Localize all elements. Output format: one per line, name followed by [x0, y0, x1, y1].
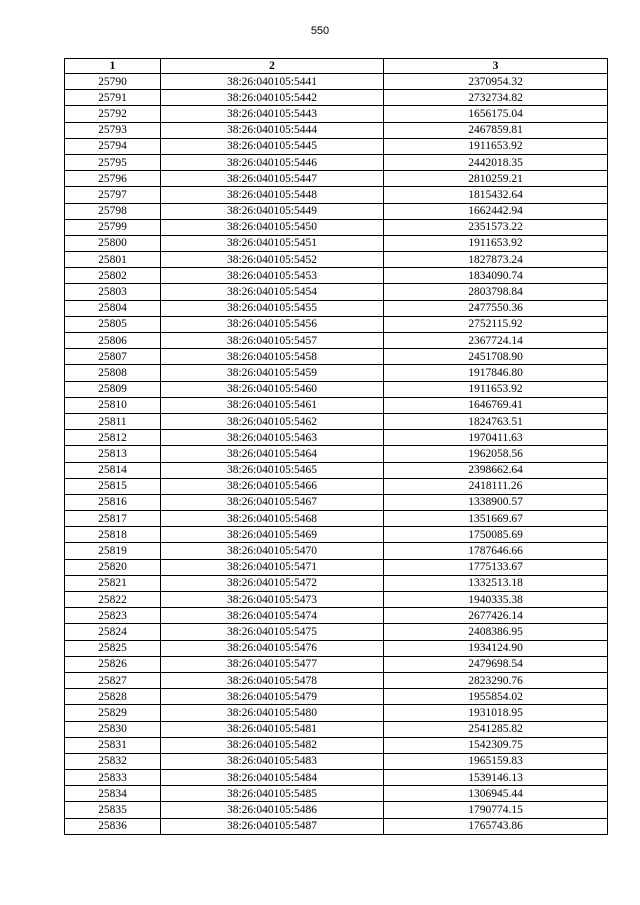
table-row [65, 672, 608, 688]
value-cell: 1965159.83 [384, 753, 608, 769]
table-row [65, 90, 608, 106]
column-header-3: 3 [384, 59, 608, 74]
cadastral-number-cell: 38:26:040105:5456 [161, 316, 384, 332]
cadastral-number-cell: 38:26:040105:5447 [161, 171, 384, 187]
row-number-cell: 25793 [65, 122, 161, 138]
cadastral-number-cell: 38:26:040105:5477 [161, 656, 384, 672]
table-row [65, 106, 608, 122]
table-header-row [65, 59, 608, 74]
table-row [65, 187, 608, 203]
value-cell: 2451708.90 [384, 349, 608, 365]
value-cell: 1787646.66 [384, 543, 608, 559]
table-row [65, 624, 608, 640]
table-row [65, 154, 608, 170]
row-number-cell: 25818 [65, 527, 161, 543]
row-number-cell: 25813 [65, 446, 161, 462]
table-row [65, 268, 608, 284]
table-row [65, 365, 608, 381]
row-number-cell: 25797 [65, 187, 161, 203]
table-row [65, 462, 608, 478]
table-row [65, 527, 608, 543]
table-row [65, 656, 608, 672]
cadastral-number-cell: 38:26:040105:5445 [161, 138, 384, 154]
row-number-cell: 25828 [65, 689, 161, 705]
value-cell: 2370954.32 [384, 74, 608, 90]
value-cell: 1911653.92 [384, 138, 608, 154]
value-cell: 1306945.44 [384, 786, 608, 802]
row-number-cell: 25836 [65, 818, 161, 834]
value-cell: 2367724.14 [384, 333, 608, 349]
table-row [65, 705, 608, 721]
cadastral-number-cell: 38:26:040105:5443 [161, 106, 384, 122]
table-row [65, 333, 608, 349]
value-cell: 1656175.04 [384, 106, 608, 122]
cadastral-number-cell: 38:26:040105:5461 [161, 397, 384, 413]
row-number-cell: 25808 [65, 365, 161, 381]
row-number-cell: 25791 [65, 90, 161, 106]
row-number-cell: 25810 [65, 397, 161, 413]
value-cell: 1646769.41 [384, 397, 608, 413]
row-number-cell: 25790 [65, 74, 161, 90]
row-number-cell: 25803 [65, 284, 161, 300]
cadastral-number-cell: 38:26:040105:5444 [161, 122, 384, 138]
table-row [65, 122, 608, 138]
cadastral-number-cell: 38:26:040105:5469 [161, 527, 384, 543]
row-number-cell: 25833 [65, 770, 161, 786]
table-row [65, 494, 608, 510]
row-number-cell: 25829 [65, 705, 161, 721]
value-cell: 1934124.90 [384, 640, 608, 656]
value-cell: 1970411.63 [384, 430, 608, 446]
row-number-cell: 25799 [65, 219, 161, 235]
value-cell: 2677426.14 [384, 608, 608, 624]
cadastral-number-cell: 38:26:040105:5451 [161, 235, 384, 251]
cadastral-number-cell: 38:26:040105:5455 [161, 300, 384, 316]
cadastral-number-cell: 38:26:040105:5460 [161, 381, 384, 397]
row-number-cell: 25801 [65, 252, 161, 268]
value-cell: 1827873.24 [384, 252, 608, 268]
table-row [65, 640, 608, 656]
table-row [65, 235, 608, 251]
value-cell: 1775133.67 [384, 559, 608, 575]
value-cell: 1332513.18 [384, 575, 608, 591]
row-number-cell: 25807 [65, 349, 161, 365]
value-cell: 2467859.81 [384, 122, 608, 138]
table-row [65, 478, 608, 494]
row-number-cell: 25795 [65, 154, 161, 170]
table-row [65, 381, 608, 397]
cadastral-number-cell: 38:26:040105:5464 [161, 446, 384, 462]
value-cell: 1955854.02 [384, 689, 608, 705]
value-cell: 1940335.38 [384, 592, 608, 608]
row-number-cell: 25802 [65, 268, 161, 284]
value-cell: 2351573.22 [384, 219, 608, 235]
row-number-cell: 25806 [65, 333, 161, 349]
table-row [65, 284, 608, 300]
cadastral-number-cell: 38:26:040105:5478 [161, 672, 384, 688]
value-cell: 1962058.56 [384, 446, 608, 462]
table-row [65, 171, 608, 187]
cadastral-number-cell: 38:26:040105:5442 [161, 90, 384, 106]
table-row [65, 737, 608, 753]
cadastral-number-cell: 38:26:040105:5446 [161, 154, 384, 170]
row-number-cell: 25823 [65, 608, 161, 624]
cadastral-number-cell: 38:26:040105:5482 [161, 737, 384, 753]
value-cell: 2442018.35 [384, 154, 608, 170]
value-cell: 1765743.86 [384, 818, 608, 834]
table-row [65, 689, 608, 705]
cadastral-number-cell: 38:26:040105:5471 [161, 559, 384, 575]
value-cell: 2477550.36 [384, 300, 608, 316]
cadastral-number-cell: 38:26:040105:5487 [161, 818, 384, 834]
cadastral-number-cell: 38:26:040105:5479 [161, 689, 384, 705]
row-number-cell: 25798 [65, 203, 161, 219]
table-row [65, 300, 608, 316]
column-header-2: 2 [161, 59, 384, 74]
value-cell: 1824763.51 [384, 413, 608, 429]
row-number-cell: 25817 [65, 511, 161, 527]
cadastral-number-cell: 38:26:040105:5458 [161, 349, 384, 365]
value-cell: 2408386.95 [384, 624, 608, 640]
value-cell: 1834090.74 [384, 268, 608, 284]
cadastral-number-cell: 38:26:040105:5476 [161, 640, 384, 656]
table-row [65, 349, 608, 365]
cadastral-number-cell: 38:26:040105:5452 [161, 252, 384, 268]
value-cell: 2803798.84 [384, 284, 608, 300]
value-cell: 1338900.57 [384, 494, 608, 510]
table-row [65, 818, 608, 834]
value-cell: 2810259.21 [384, 171, 608, 187]
page-number: 550 [310, 25, 330, 37]
value-cell: 1931018.95 [384, 705, 608, 721]
row-number-cell: 25794 [65, 138, 161, 154]
row-number-cell: 25821 [65, 575, 161, 591]
cadastral-number-cell: 38:26:040105:5472 [161, 575, 384, 591]
table-row [65, 608, 608, 624]
cadastral-number-cell: 38:26:040105:5473 [161, 592, 384, 608]
data-table [64, 58, 608, 835]
table-row [65, 559, 608, 575]
row-number-cell: 25819 [65, 543, 161, 559]
table-row [65, 430, 608, 446]
table-row [65, 721, 608, 737]
row-number-cell: 25792 [65, 106, 161, 122]
table-row [65, 219, 608, 235]
table-row [65, 592, 608, 608]
value-cell: 2418111.26 [384, 478, 608, 494]
value-cell: 2732734.82 [384, 90, 608, 106]
table-row [65, 203, 608, 219]
cadastral-number-cell: 38:26:040105:5467 [161, 494, 384, 510]
row-number-cell: 25834 [65, 786, 161, 802]
cadastral-number-cell: 38:26:040105:5475 [161, 624, 384, 640]
table-row [65, 446, 608, 462]
row-number-cell: 25816 [65, 494, 161, 510]
cadastral-number-cell: 38:26:040105:5449 [161, 203, 384, 219]
cadastral-number-cell: 38:26:040105:5466 [161, 478, 384, 494]
cadastral-number-cell: 38:26:040105:5484 [161, 770, 384, 786]
cadastral-number-cell: 38:26:040105:5481 [161, 721, 384, 737]
value-cell: 1911653.92 [384, 235, 608, 251]
table-body [65, 74, 608, 835]
table-row [65, 316, 608, 332]
row-number-cell: 25822 [65, 592, 161, 608]
table-row [65, 74, 608, 90]
row-number-cell: 25796 [65, 171, 161, 187]
value-cell: 2398662.64 [384, 462, 608, 478]
value-cell: 1750085.69 [384, 527, 608, 543]
value-cell: 2541285.82 [384, 721, 608, 737]
row-number-cell: 25811 [65, 413, 161, 429]
cadastral-number-cell: 38:26:040105:5470 [161, 543, 384, 559]
table-row [65, 543, 608, 559]
table-row [65, 753, 608, 769]
cadastral-number-cell: 38:26:040105:5468 [161, 511, 384, 527]
cadastral-number-cell: 38:26:040105:5483 [161, 753, 384, 769]
row-number-cell: 25832 [65, 753, 161, 769]
row-number-cell: 25814 [65, 462, 161, 478]
value-cell: 2823290.76 [384, 672, 608, 688]
table-row [65, 575, 608, 591]
row-number-cell: 25825 [65, 640, 161, 656]
cadastral-number-cell: 38:26:040105:5480 [161, 705, 384, 721]
row-number-cell: 25827 [65, 672, 161, 688]
value-cell: 1351669.67 [384, 511, 608, 527]
cadastral-number-cell: 38:26:040105:5465 [161, 462, 384, 478]
cadastral-number-cell: 38:26:040105:5454 [161, 284, 384, 300]
row-number-cell: 25804 [65, 300, 161, 316]
row-number-cell: 25826 [65, 656, 161, 672]
row-number-cell: 25800 [65, 235, 161, 251]
cadastral-number-cell: 38:26:040105:5441 [161, 74, 384, 90]
cadastral-number-cell: 38:26:040105:5485 [161, 786, 384, 802]
cadastral-number-cell: 38:26:040105:5450 [161, 219, 384, 235]
cadastral-number-cell: 38:26:040105:5453 [161, 268, 384, 284]
row-number-cell: 25805 [65, 316, 161, 332]
row-number-cell: 25820 [65, 559, 161, 575]
table-row [65, 770, 608, 786]
row-number-cell: 25830 [65, 721, 161, 737]
value-cell: 2479698.54 [384, 656, 608, 672]
cadastral-number-cell: 38:26:040105:5448 [161, 187, 384, 203]
value-cell: 1911653.92 [384, 381, 608, 397]
cadastral-number-cell: 38:26:040105:5462 [161, 413, 384, 429]
row-number-cell: 25809 [65, 381, 161, 397]
row-number-cell: 25835 [65, 802, 161, 818]
value-cell: 1790774.15 [384, 802, 608, 818]
table-row [65, 413, 608, 429]
value-cell: 1539146.13 [384, 770, 608, 786]
cadastral-number-cell: 38:26:040105:5459 [161, 365, 384, 381]
value-cell: 1542309.75 [384, 737, 608, 753]
value-cell: 1662442.94 [384, 203, 608, 219]
table-row [65, 786, 608, 802]
table-row [65, 802, 608, 818]
row-number-cell: 25831 [65, 737, 161, 753]
cadastral-number-cell: 38:26:040105:5486 [161, 802, 384, 818]
column-header-1: 1 [65, 59, 161, 74]
row-number-cell: 25815 [65, 478, 161, 494]
table-row [65, 397, 608, 413]
table-row [65, 511, 608, 527]
row-number-cell: 25824 [65, 624, 161, 640]
value-cell: 1815432.64 [384, 187, 608, 203]
table-row [65, 252, 608, 268]
value-cell: 1917846.80 [384, 365, 608, 381]
cadastral-number-cell: 38:26:040105:5474 [161, 608, 384, 624]
value-cell: 2752115.92 [384, 316, 608, 332]
table-row [65, 138, 608, 154]
row-number-cell: 25812 [65, 430, 161, 446]
cadastral-number-cell: 38:26:040105:5463 [161, 430, 384, 446]
cadastral-number-cell: 38:26:040105:5457 [161, 333, 384, 349]
